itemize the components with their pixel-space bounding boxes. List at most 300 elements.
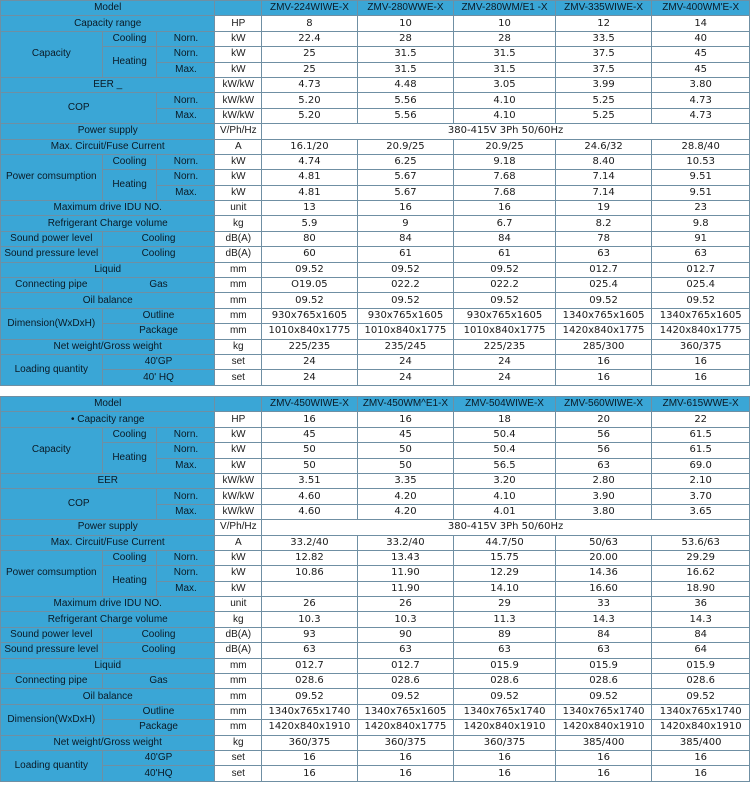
value-cell: 63 <box>555 643 652 658</box>
value-cell: 16 <box>555 750 652 765</box>
value-cell: 16 <box>555 370 652 385</box>
value-cell: 24 <box>262 370 358 385</box>
row-cap-heating-norn <box>1 47 750 62</box>
value-cell: 63 <box>652 247 750 262</box>
label-norn: Norn. <box>157 427 215 442</box>
label-norn: Norn. <box>157 31 215 46</box>
value-cell: 16 <box>262 412 358 427</box>
label-outline: Outline <box>102 308 215 323</box>
row-model <box>1 1 750 16</box>
row-net-gross <box>1 339 750 354</box>
value-cell: 26 <box>357 597 454 612</box>
label-package: Package <box>102 720 215 735</box>
row-dim-package <box>1 720 750 735</box>
value-cell: 16 <box>262 750 358 765</box>
row-dim-outline <box>1 704 750 719</box>
value-cell: 91 <box>652 231 750 246</box>
value-cell: 8.40 <box>555 154 652 169</box>
value-cell: 84 <box>555 627 652 642</box>
value-cell: 7.68 <box>454 185 556 200</box>
value-cell: 3.65 <box>652 504 750 519</box>
model-name-header: ZMV-450WIWE-X <box>262 397 358 412</box>
value-cell: 1010x840x1775 <box>454 324 556 339</box>
unit-cell: kW <box>215 31 262 46</box>
value-cell: 53.6/63 <box>652 535 750 550</box>
value-cell: 25 <box>262 62 358 77</box>
value-cell: 4.10 <box>454 489 556 504</box>
value-cell: 285/300 <box>555 339 652 354</box>
value-cell: 16 <box>357 766 454 781</box>
value-cell: 8 <box>262 16 358 31</box>
row-sound-power <box>1 231 750 246</box>
model-name-header: ZMV-615WWE-X <box>652 397 750 412</box>
value-cell: 16 <box>652 354 750 369</box>
value-cell: 235/245 <box>357 339 454 354</box>
value-cell: 1420x840x1775 <box>555 324 652 339</box>
row-dim-package <box>1 324 750 339</box>
unit-cell: A <box>215 139 262 154</box>
label-connecting-pipe: Connecting pipe <box>1 278 103 293</box>
row-cop-norn <box>1 489 750 504</box>
value-cell: 09.52 <box>357 689 454 704</box>
unit-cell: kW <box>215 443 262 458</box>
unit-cell: kW <box>215 427 262 442</box>
value-cell: 09.52 <box>555 293 652 308</box>
value-cell: 45 <box>357 427 454 442</box>
value-cell: 4.20 <box>357 504 454 519</box>
value-cell: 4.10 <box>454 108 556 123</box>
value-cell: 6.25 <box>357 154 454 169</box>
row-pipe-liquid <box>1 658 750 673</box>
unit-cell: dB(A) <box>215 643 262 658</box>
value-cell: 09.52 <box>454 689 556 704</box>
value-cell: 16 <box>555 766 652 781</box>
label-cop: COP <box>1 93 157 124</box>
row-load-40hq <box>1 370 750 385</box>
value-cell: 14.10 <box>454 581 556 596</box>
value-cell: 930x765x1605 <box>262 308 358 323</box>
value-cell: 1420x840x1910 <box>652 720 750 735</box>
row-load-40gp <box>1 750 750 765</box>
value-cell: 20.00 <box>555 550 652 565</box>
value-cell: 61.5 <box>652 427 750 442</box>
label-outline: Outline <box>102 704 215 719</box>
unit-cell: kg <box>215 216 262 231</box>
value-cell: 11.3 <box>454 612 556 627</box>
value-cell: 63 <box>357 643 454 658</box>
value-cell: 022.2 <box>357 278 454 293</box>
value-cell: 3.35 <box>357 473 454 488</box>
label-norn: Norn. <box>157 443 215 458</box>
unit-cell: HP <box>215 16 262 31</box>
value-cell: 63 <box>555 458 652 473</box>
row-pipe-gas <box>1 674 750 689</box>
label-heating: Heating <box>102 170 157 201</box>
unit-cell: V/Ph/Hz <box>215 124 262 139</box>
value-cell: 4.73 <box>652 108 750 123</box>
label-norn: Norn. <box>157 154 215 169</box>
row-pc-cooling <box>1 154 750 169</box>
value-cell: 22 <box>652 412 750 427</box>
value-cell: 09.52 <box>454 293 556 308</box>
row-capacity-range <box>1 412 750 427</box>
row-load-40hq <box>1 766 750 781</box>
label-power-consumption: Power comsumption <box>1 154 103 200</box>
unit-cell: kW <box>215 62 262 77</box>
value-cell: 15.75 <box>454 550 556 565</box>
value-cell: 19 <box>555 201 652 216</box>
value-cell: 14.3 <box>555 612 652 627</box>
value-cell: 3.80 <box>652 77 750 92</box>
unit-cell: kW <box>215 581 262 596</box>
value-cell: 84 <box>357 231 454 246</box>
label-capacity-range: Capacity range <box>1 16 215 31</box>
value-cell: 3.99 <box>555 77 652 92</box>
value-cell: 45 <box>262 427 358 442</box>
table-separator <box>0 386 750 396</box>
unit-cell: kW/kW <box>215 473 262 488</box>
label-loading-quantity: Loading quantity <box>1 750 103 781</box>
value-cell: 31.5 <box>357 47 454 62</box>
value-cell: 89 <box>454 627 556 642</box>
value-cell: 025.4 <box>652 278 750 293</box>
label-40gp: 40'GP <box>102 354 215 369</box>
value-cell: 5.67 <box>357 185 454 200</box>
row-pc-heating-norn <box>1 170 750 185</box>
value-cell: 7.14 <box>555 185 652 200</box>
value-cell: 31.5 <box>357 62 454 77</box>
value-cell: 09.52 <box>357 293 454 308</box>
value-cell: 11.90 <box>357 581 454 596</box>
value-cell: 10 <box>357 16 454 31</box>
label-cooling: Cooling <box>102 154 157 169</box>
value-cell-merged: 380-415V 3Ph 50/60Hz <box>262 520 750 535</box>
row-cap-cooling <box>1 427 750 442</box>
value-cell: 028.6 <box>454 674 556 689</box>
row-max-idu <box>1 597 750 612</box>
label-capacity: Capacity <box>1 31 103 77</box>
label-max-idu: Maximum drive IDU NO. <box>1 597 215 612</box>
value-cell: 10.86 <box>262 566 358 581</box>
value-cell: 33.2/40 <box>357 535 454 550</box>
value-cell: 4.74 <box>262 154 358 169</box>
value-cell: 23 <box>652 201 750 216</box>
value-cell: 015.9 <box>454 658 556 673</box>
value-cell: 1420x840x1910 <box>454 720 556 735</box>
value-cell: 56 <box>555 443 652 458</box>
unit-cell: kW/kW <box>215 108 262 123</box>
model-name-header: ZMV-400WM'E-X <box>652 1 750 16</box>
value-cell: 24 <box>357 370 454 385</box>
value-cell: 3.20 <box>454 473 556 488</box>
value-cell: 50.4 <box>454 443 556 458</box>
value-cell: 16.62 <box>652 566 750 581</box>
unit-cell: mm <box>215 658 262 673</box>
value-cell: 1010x840x1775 <box>262 324 358 339</box>
value-cell: 16 <box>454 750 556 765</box>
value-cell: 16.1/20 <box>262 139 358 154</box>
value-cell: 16 <box>357 412 454 427</box>
label-cooling: Cooling <box>102 550 157 565</box>
value-cell: 44.7/50 <box>454 535 556 550</box>
label-package: Package <box>102 324 215 339</box>
label-refrigerant: Refrigerant Charge volume <box>1 612 215 627</box>
value-cell: 4.60 <box>262 504 358 519</box>
row-net-gross <box>1 735 750 750</box>
value-cell: 61 <box>454 247 556 262</box>
unit-cell: set <box>215 370 262 385</box>
unit-cell: kW/kW <box>215 93 262 108</box>
model-name-header: ZMV-224WIWE-X <box>262 1 358 16</box>
value-cell: 5.25 <box>555 93 652 108</box>
label-refrigerant: Refrigerant Charge volume <box>1 216 215 231</box>
unit-cell: kW <box>215 170 262 185</box>
label-norn: Norn. <box>157 550 215 565</box>
spec-table-2 <box>0 396 750 782</box>
value-cell: 63 <box>454 643 556 658</box>
value-cell: 9.51 <box>652 185 750 200</box>
unit-cell: set <box>215 354 262 369</box>
value-cell: 4.73 <box>652 93 750 108</box>
label-oil-balance: Oil balance <box>1 293 215 308</box>
model-name-header: ZMV-335WIWE-X <box>555 1 652 16</box>
model-name-header: ZMV-504WIWE-X <box>454 397 556 412</box>
value-cell: 1340x765x1740 <box>652 704 750 719</box>
row-eer <box>1 473 750 488</box>
value-cell: 33 <box>555 597 652 612</box>
value-cell: 28 <box>357 31 454 46</box>
row-refrigerant <box>1 216 750 231</box>
value-cell: 28.8/40 <box>652 139 750 154</box>
label-liquid: Liquid <box>1 262 215 277</box>
row-power-supply <box>1 124 750 139</box>
unit-cell: kW <box>215 47 262 62</box>
value-cell: 09.52 <box>454 262 556 277</box>
value-cell: 09.52 <box>652 689 750 704</box>
value-cell: 225/235 <box>262 339 358 354</box>
row-power-supply <box>1 520 750 535</box>
unit-cell: V/Ph/Hz <box>215 520 262 535</box>
value-cell: 12.82 <box>262 550 358 565</box>
unit-cell: mm <box>215 689 262 704</box>
value-cell: 9.51 <box>652 170 750 185</box>
value-cell: 37.5 <box>555 62 652 77</box>
value-cell: 1340x765x1605 <box>555 308 652 323</box>
value-cell: 4.81 <box>262 185 358 200</box>
value-cell: 9.18 <box>454 154 556 169</box>
unit-cell: kW <box>215 458 262 473</box>
row-load-40gp <box>1 354 750 369</box>
value-cell: 025.4 <box>555 278 652 293</box>
value-cell: 2.80 <box>555 473 652 488</box>
row-pipe-gas <box>1 278 750 293</box>
value-cell-merged: 380-415V 3Ph 50/60Hz <box>262 124 750 139</box>
label-max: Max. <box>157 108 215 123</box>
value-cell: 18.90 <box>652 581 750 596</box>
label-heating: Heating <box>102 566 157 597</box>
unit-cell: kW/kW <box>215 504 262 519</box>
value-cell: 2.10 <box>652 473 750 488</box>
value-cell: 1420x840x1775 <box>652 324 750 339</box>
unit-cell: kW <box>215 185 262 200</box>
value-cell: 10 <box>454 16 556 31</box>
model-name-header: ZMV-280WM/E1 -X <box>454 1 556 16</box>
value-cell: 69.0 <box>652 458 750 473</box>
label-gas: Gas <box>102 674 215 689</box>
value-cell: 13 <box>262 201 358 216</box>
label-cooling: Cooling <box>102 247 215 262</box>
label-cooling: Cooling <box>102 31 157 46</box>
value-cell: 1340x765x1605 <box>652 308 750 323</box>
row-sound-pressure <box>1 643 750 658</box>
value-cell: 16 <box>652 750 750 765</box>
label-cooling: Cooling <box>102 643 215 658</box>
value-cell: 012.7 <box>652 262 750 277</box>
unit-cell: mm <box>215 293 262 308</box>
value-cell: 33.5 <box>555 31 652 46</box>
value-cell: 1340x765x1605 <box>357 704 454 719</box>
value-cell: 31.5 <box>454 62 556 77</box>
row-oil-balance <box>1 689 750 704</box>
value-cell: 9.8 <box>652 216 750 231</box>
row-pc-heating-norn <box>1 566 750 581</box>
unit-cell: set <box>215 766 262 781</box>
value-cell: 360/375 <box>357 735 454 750</box>
unit-cell: mm <box>215 324 262 339</box>
value-cell: 12 <box>555 16 652 31</box>
value-cell: 5.56 <box>357 93 454 108</box>
value-cell: 4.10 <box>454 93 556 108</box>
value-cell: 4.60 <box>262 489 358 504</box>
value-cell: 7.14 <box>555 170 652 185</box>
value-cell: 012.7 <box>555 262 652 277</box>
row-cop-norn <box>1 93 750 108</box>
value-cell: 50 <box>357 458 454 473</box>
value-cell: 80 <box>262 231 358 246</box>
label-norn: Norn. <box>157 566 215 581</box>
value-cell: 78 <box>555 231 652 246</box>
unit-cell: kg <box>215 612 262 627</box>
value-cell: 20.9/25 <box>454 139 556 154</box>
value-cell: 16 <box>454 201 556 216</box>
value-cell: 64 <box>652 643 750 658</box>
row-max-circuit <box>1 535 750 550</box>
unit-cell: A <box>215 535 262 550</box>
value-cell: 84 <box>652 627 750 642</box>
label-model: Model <box>1 397 215 412</box>
label-cooling: Cooling <box>102 427 157 442</box>
value-cell: 16 <box>652 370 750 385</box>
label-sound-power: Sound power level <box>1 231 103 246</box>
label-net-gross: Net weight/Gross weight <box>1 339 215 354</box>
label-power-consumption: Power comsumption <box>1 550 103 596</box>
value-cell: 1420x840x1910 <box>262 720 358 735</box>
value-cell: 10.3 <box>357 612 454 627</box>
value-cell: 4.01 <box>454 504 556 519</box>
label-heating: Heating <box>102 443 157 474</box>
value-cell: 16 <box>357 201 454 216</box>
value-cell: 11.90 <box>357 566 454 581</box>
value-cell: 930x765x1605 <box>454 308 556 323</box>
value-cell: 1340x765x1740 <box>454 704 556 719</box>
label-cooling: Cooling <box>102 627 215 642</box>
value-cell: 360/375 <box>454 735 556 750</box>
value-cell: 56 <box>555 427 652 442</box>
value-cell <box>262 581 358 596</box>
row-dim-outline <box>1 308 750 323</box>
unit-header-empty <box>215 397 262 412</box>
value-cell: 3.90 <box>555 489 652 504</box>
row-cap-cooling <box>1 31 750 46</box>
unit-cell: mm <box>215 262 262 277</box>
value-cell: 015.9 <box>652 658 750 673</box>
value-cell: 09.52 <box>262 293 358 308</box>
label-sound-pressure: Sound pressure level <box>1 247 103 262</box>
value-cell: 3.70 <box>652 489 750 504</box>
row-pc-cooling <box>1 550 750 565</box>
label-capacity-range: • Capacity range <box>1 412 215 427</box>
value-cell: 225/235 <box>454 339 556 354</box>
unit-cell: mm <box>215 278 262 293</box>
value-cell: 50 <box>262 443 358 458</box>
value-cell: 61 <box>357 247 454 262</box>
label-model: Model <box>1 1 215 16</box>
unit-cell: mm <box>215 674 262 689</box>
value-cell: 50/63 <box>555 535 652 550</box>
value-cell: 13.43 <box>357 550 454 565</box>
label-net-gross: Net weight/Gross weight <box>1 735 215 750</box>
unit-cell: mm <box>215 704 262 719</box>
unit-cell: HP <box>215 412 262 427</box>
value-cell: 3.05 <box>454 77 556 92</box>
value-cell: 5.20 <box>262 108 358 123</box>
unit-cell: kW/kW <box>215 77 262 92</box>
value-cell: 93 <box>262 627 358 642</box>
value-cell: 50 <box>262 458 358 473</box>
value-cell: 26 <box>262 597 358 612</box>
value-cell: 09.52 <box>357 262 454 277</box>
spec-table-1 <box>0 0 750 386</box>
value-cell: 1420x840x1910 <box>555 720 652 735</box>
value-cell: 29.29 <box>652 550 750 565</box>
value-cell: 4.81 <box>262 170 358 185</box>
label-max: Max. <box>157 581 215 596</box>
value-cell: 37.5 <box>555 47 652 62</box>
row-oil-balance <box>1 293 750 308</box>
value-cell: 24 <box>454 354 556 369</box>
label-dimension: Dimension(WxDxH) <box>1 704 103 735</box>
unit-cell: unit <box>215 201 262 216</box>
value-cell: 24 <box>262 354 358 369</box>
label-max-circuit: Max. Circuit/Fuse Current <box>1 139 215 154</box>
value-cell: 16 <box>652 766 750 781</box>
row-model <box>1 397 750 412</box>
value-cell: O19.05 <box>262 278 358 293</box>
value-cell: 015.9 <box>555 658 652 673</box>
label-max: Max. <box>157 62 215 77</box>
value-cell: 6.7 <box>454 216 556 231</box>
unit-cell: dB(A) <box>215 627 262 642</box>
value-cell: 61.5 <box>652 443 750 458</box>
value-cell: 385/400 <box>652 735 750 750</box>
unit-cell: unit <box>215 597 262 612</box>
value-cell: 28 <box>454 31 556 46</box>
value-cell: 8.2 <box>555 216 652 231</box>
unit-cell: mm <box>215 720 262 735</box>
label-power-supply: Power supply <box>1 520 215 535</box>
value-cell: 4.20 <box>357 489 454 504</box>
value-cell: 16 <box>454 766 556 781</box>
